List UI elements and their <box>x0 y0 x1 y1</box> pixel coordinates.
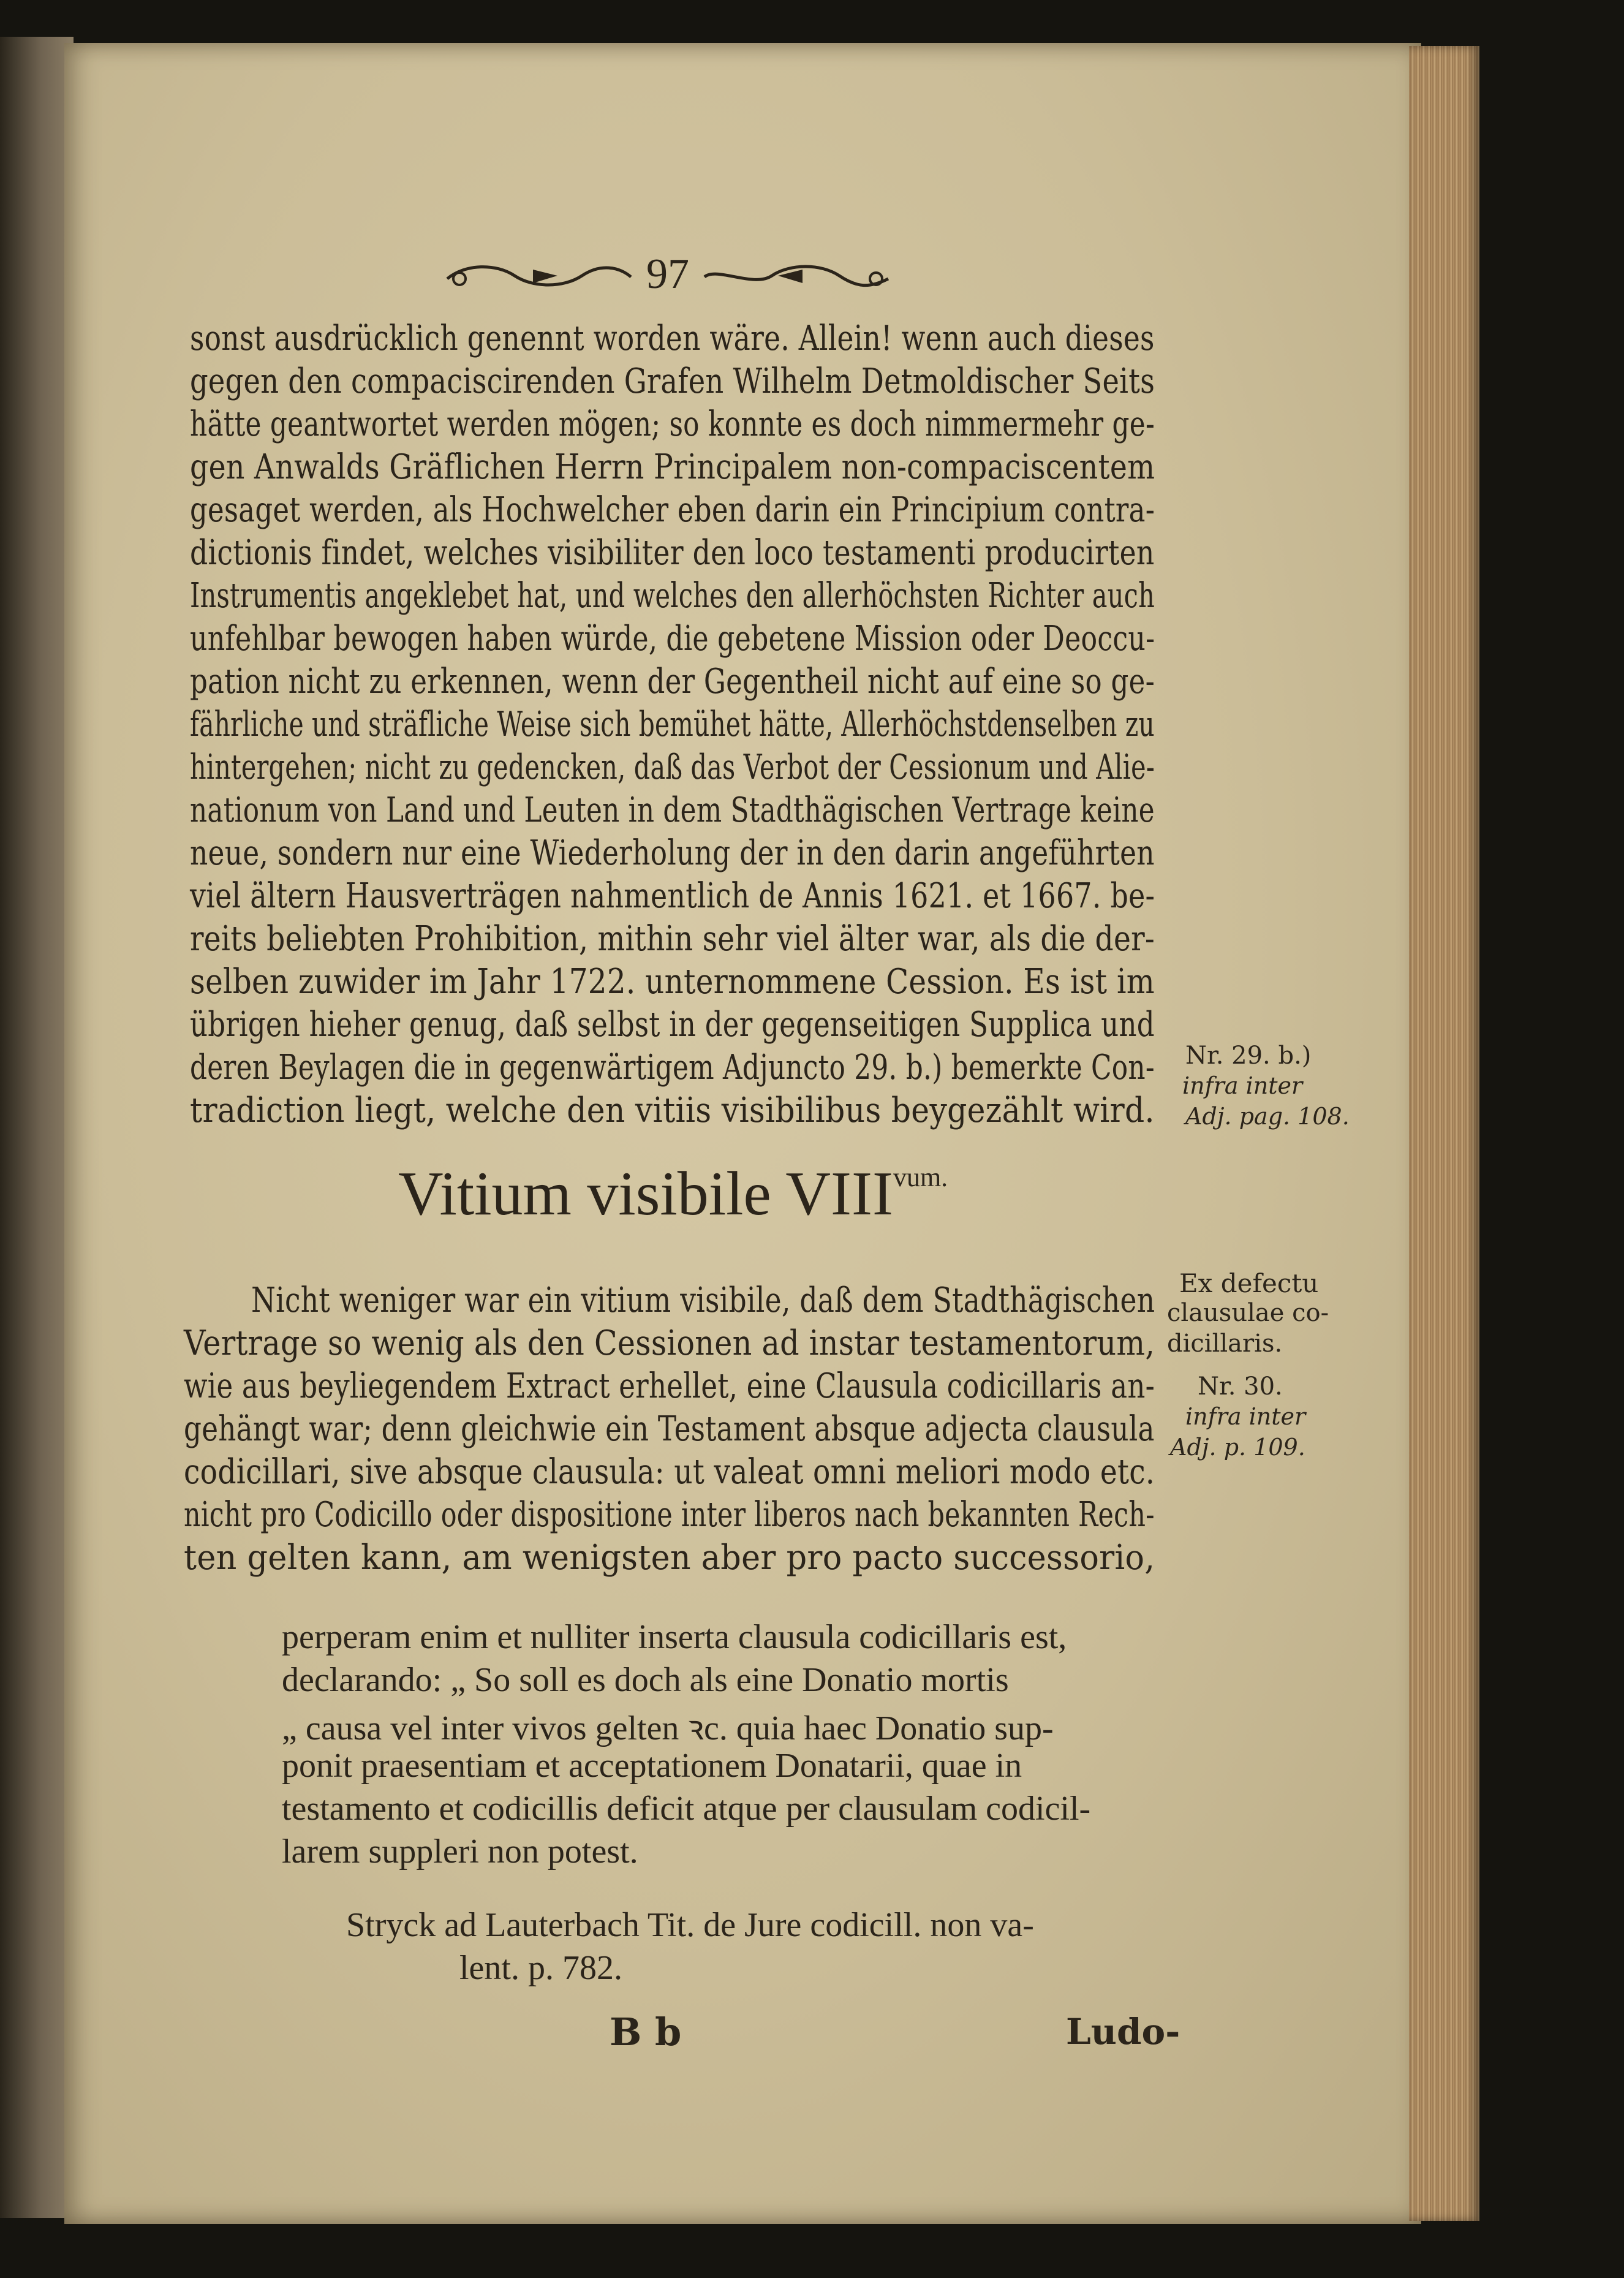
text-line: sonst ausdrücklich genennt worden wäre. Allein! wenn auch dieses <box>190 319 1155 358</box>
text-line: gegen den compaciscirenden Grafen Wilhelm Detmoldischer Seits <box>190 361 1155 401</box>
margin-note-line: dicillaris. <box>1167 1330 1283 1358</box>
text-line: deren Beylagen die in gegenwärtigem Adjuncto 29. b.) bemerkte Con- <box>190 1048 1155 1088</box>
left-page-edge <box>0 37 74 2218</box>
text-line: tradiction liegt, welche den vitiis visibilibus beygezählt wird. <box>190 1091 1155 1130</box>
text-line: Vertrage so wenig als den Cessionen ad instar testamentorum, <box>184 1323 1155 1363</box>
text-line: fährliche und sträfliche Weise sich bemühet hätte, Allerhöchstdenselben zu <box>190 705 1155 744</box>
page-header <box>441 245 894 306</box>
catchword: Ludo- <box>1066 2011 1180 2053</box>
text-line: perperam enim et nulliter inserta clausula codicillaris est, <box>282 1618 1067 1656</box>
text-line: declarando: „ So soll es doch als eine Donatio mortis <box>282 1661 1009 1699</box>
header-ornament-right <box>698 251 894 300</box>
text-line: Nicht weniger war ein vitium visibile, daß dem Stadthägischen <box>251 1281 1155 1320</box>
text-line: dictionis findet, welches visibiliter den loco testamenti producirten <box>190 533 1155 573</box>
text-line: übrigen hieher genug, daß selbst in der gegenseitigen Supplica und <box>190 1005 1155 1045</box>
text-line: nicht pro Codicillo oder dispositione inter liberos nach bekannten Rech- <box>184 1495 1155 1535</box>
margin-note-line: Ex defectu <box>1179 1268 1319 1298</box>
text-line: gesaget werden, als Hochwelcher eben darin ein Principium contra- <box>190 490 1155 530</box>
text-line: „ causa vel inter vivos gelten ꝛc. quia haec Donatio sup- <box>282 1709 1054 1747</box>
margin-note-line: clausulae co- <box>1167 1299 1329 1327</box>
page-stack-edge <box>1409 46 1479 2221</box>
margin-note-line: Nr. 29. b.) <box>1185 1042 1312 1070</box>
margin-note-line: Nr. 30. <box>1198 1372 1283 1401</box>
citation-line: lent. p. 782. <box>459 1949 622 1987</box>
signature-mark: B b <box>610 2010 682 2054</box>
text-line: nationum von Land und Leuten in dem Stadthägischen Vertrage keine <box>190 790 1155 830</box>
text-line: selben zuwider im Jahr 1722. unternommene Cession. Es ist im <box>190 962 1155 1002</box>
text-line: larem suppleri non potest. <box>282 1833 638 1871</box>
text-line: ten gelten kann, am wenigsten aber pro pacto successorio, <box>184 1538 1155 1578</box>
text-line: gehängt war; denn gleichwie ein Testament absque adjecta clausula <box>184 1409 1155 1449</box>
text-line: wie aus beyliegendem Extract erhellet, eine Clausula codicillaris an- <box>184 1366 1155 1406</box>
margin-note-line: Adj. pag. 108. <box>1185 1103 1350 1130</box>
text-line: hätte geantwortet werden mögen; so konnte es doch nimmermehr ge- <box>190 404 1155 444</box>
section-heading-text: Vitium visibile VIII <box>398 1159 893 1228</box>
page-number: 97 <box>646 251 689 298</box>
text-line: hintergehen; nicht zu gedencken, daß das Verbot der Cessionum und Alie- <box>190 747 1155 787</box>
margin-note-line: infra inter <box>1182 1072 1303 1099</box>
section-heading-superscript: vum. <box>893 1162 948 1192</box>
text-line: Instrumentis angeklebet hat, und welches den allerhöchsten Richter auch <box>190 576 1155 616</box>
section-heading <box>398 1158 948 1230</box>
margin-note-line: infra inter <box>1185 1403 1306 1430</box>
citation-line: Stryck ad Lauterbach Tit. de Jure codicill. non va- <box>346 1906 1034 1944</box>
text-line: codicillari, sive absque clausula: ut valeat omni meliori modo etc. <box>184 1452 1155 1492</box>
text-line: neue, sondern nur eine Wiederholung der in den darin angeführten <box>190 833 1155 873</box>
margin-note-line: Adj. p. 109. <box>1170 1434 1305 1461</box>
text-line: viel ältern Hausverträgen nahmentlich de Annis 1621. et 1667. be- <box>190 876 1155 916</box>
text-line: ponit praesentiam et acceptationem Donatarii, quae in <box>282 1747 1022 1785</box>
text-line: reits beliebten Prohibition, mithin sehr viel älter war, als die der- <box>190 919 1155 959</box>
text-line: gen Anwalds Gräflichen Herrn Principalem non-compaciscentem <box>190 447 1155 487</box>
text-line: pation nicht zu erkennen, wenn der Gegentheil nicht auf eine so ge- <box>190 662 1155 702</box>
text-line: unfehlbar bewogen haben würde, die gebetene Mission oder Deoccu- <box>190 619 1155 659</box>
text-line: testamento et codicillis deficit atque per clausulam codicil- <box>282 1790 1091 1828</box>
header-ornament-left <box>441 251 637 300</box>
